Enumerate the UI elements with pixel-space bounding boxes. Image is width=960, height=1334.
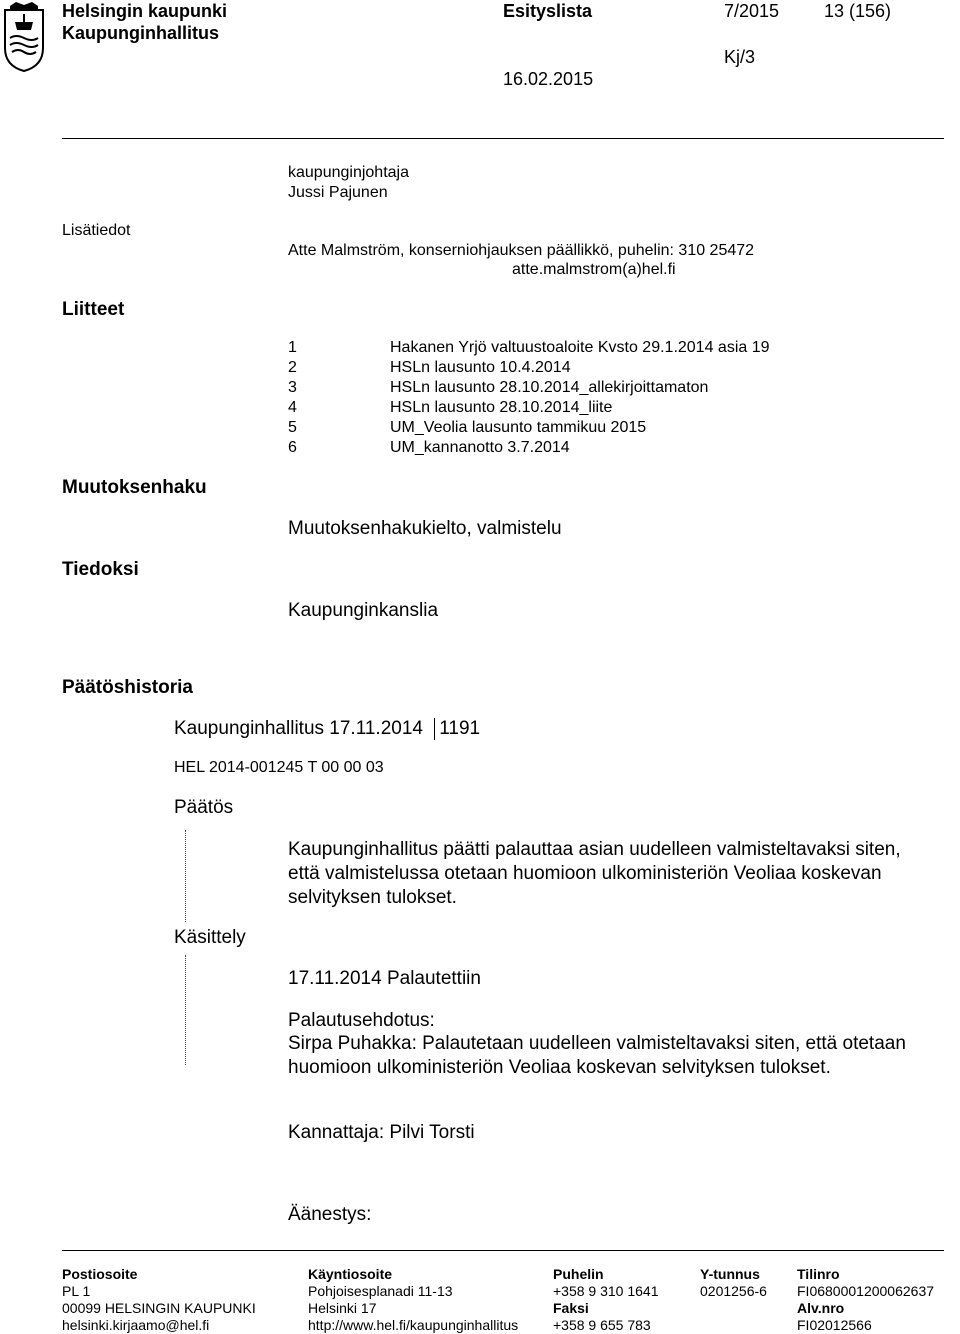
footer-col-visit (308, 1266, 518, 1334)
muutoksenhaku-label: Muutoksenhaku (62, 477, 207, 498)
footer-text: 00099 HELSINGIN KAUPUNKI (62, 1300, 256, 1316)
attachment-item[interactable]: 3 HSLn lausunto 28.10.2014_allekirjoittamaton (288, 379, 709, 396)
tiedoksi-label: Tiedoksi (62, 559, 139, 580)
section-divider (185, 955, 186, 1065)
org-name: Helsingin kaupunki (62, 1, 228, 21)
footer-text: +358 9 310 1641 (553, 1283, 659, 1299)
attachment-item[interactable]: 1 Hakanen Yrjö valtuustoaloite Kvsto 29.1.2014 asia 19 (288, 339, 770, 356)
footer-text: FI0680001200062637 (797, 1283, 935, 1299)
section-divider (185, 830, 186, 922)
kannattaja: Kannattaja: Pilvi Torsti (288, 1122, 475, 1143)
palautus-label: Palautusehdotus: (288, 1010, 435, 1031)
meeting-line (174, 717, 480, 741)
footer-text: 0201256-6 (700, 1283, 767, 1299)
paatos-text: Kaupunginhallitus päätti palauttaa asian uudelleen valmisteltavaksi siten, että valmistelussa otetaan huomioon ulkoministeriön Veoliaa koskevan selvityksen tulokset. (288, 839, 901, 908)
attachment-item[interactable]: 4 HSLn lausunto 28.10.2014_liite (288, 399, 613, 416)
meeting-name: Kaupunginhallitus 17.11.2014 (174, 718, 423, 739)
attachment-item[interactable]: 2 HSLn lausunto 10.4.2014 (288, 359, 571, 376)
liitteet-label: Liitteet (62, 299, 125, 320)
palautus-text: Sirpa Puhakka: Palautetaan uudelleen valmisteltavaksi siten, että otetaan huomioon ulkoministeriön Veoliaa koskevan selvityksen tulokset. (288, 1033, 906, 1078)
kasittely-date: 17.11.2014 Palautettiin (288, 968, 481, 989)
case-id: HEL 2014-001245 T 00 00 03 (174, 759, 384, 776)
kasittely-label: Käsittely (174, 927, 246, 948)
lisatiedot-label: Lisätiedot (62, 222, 131, 239)
page-count: 13 (156) (824, 1, 892, 21)
footer-heading: Tilinro (797, 1266, 840, 1282)
city-crest-logo (2, 2, 46, 72)
footer-heading: Postiosoite (62, 1266, 138, 1282)
doc-number: 7/2015 (724, 1, 780, 21)
footer-col-postal (62, 1266, 256, 1334)
footer-text: PL 1 (62, 1283, 91, 1299)
tiedoksi-value: Kaupunginkanslia (288, 600, 439, 621)
footer-heading: Puhelin (553, 1266, 604, 1282)
body-name: Kaupunginhallitus (62, 23, 219, 43)
contact-line: Atte Malmström, konserniohjauksen päällikkö, puhelin: 310 25472 (288, 242, 755, 259)
header-rule (62, 138, 944, 139)
footer-col-business-id (700, 1266, 767, 1300)
footer-text: Helsinki 17 (308, 1300, 377, 1316)
footer-col-account (797, 1266, 934, 1334)
footer-heading: Faksi (553, 1300, 589, 1316)
case-code: Kj/3 (724, 47, 756, 67)
footer-email-link[interactable]: helsinki.kirjaamo@hel.fi (62, 1317, 210, 1333)
footer-text: FI02012566 (797, 1317, 872, 1333)
footer-rule (62, 1250, 944, 1251)
footer-text: +358 9 655 783 (553, 1317, 651, 1333)
footer-col-phone (553, 1266, 659, 1334)
attachment-list (288, 338, 770, 458)
footer-heading: Alv.nro (797, 1300, 845, 1316)
muutoksenhaku-value: Muutoksenhakukielto, valmistelu (288, 518, 562, 539)
attachment-item[interactable]: 6 UM_kannanotto 3.7.2014 (288, 439, 570, 456)
footer-heading: Y-tunnus (700, 1266, 760, 1282)
attachment-item[interactable]: 5 UM_Veolia lausunto tammikuu 2015 (288, 419, 647, 436)
section-number: 1191 (434, 718, 480, 739)
aanestys: Äänestys: (288, 1204, 372, 1225)
footer-heading: Käyntiosoite (308, 1266, 393, 1282)
footer-text: Pohjoisesplanadi 11-13 (308, 1283, 453, 1299)
contact-email[interactable]: atte.malmstrom(a)hel.fi (512, 261, 676, 278)
paatos-label: Päätös (174, 797, 234, 818)
meeting-date: 16.02.2015 (503, 69, 594, 89)
doc-type: Esityslista (503, 1, 593, 21)
footer-web-link[interactable]: http://www.hel.fi/kaupunginhallitus (308, 1317, 519, 1333)
history-label: Päätöshistoria (62, 677, 193, 698)
signer-title: kaupunginjohtaja (288, 164, 409, 181)
signer-name: Jussi Pajunen (288, 184, 388, 201)
